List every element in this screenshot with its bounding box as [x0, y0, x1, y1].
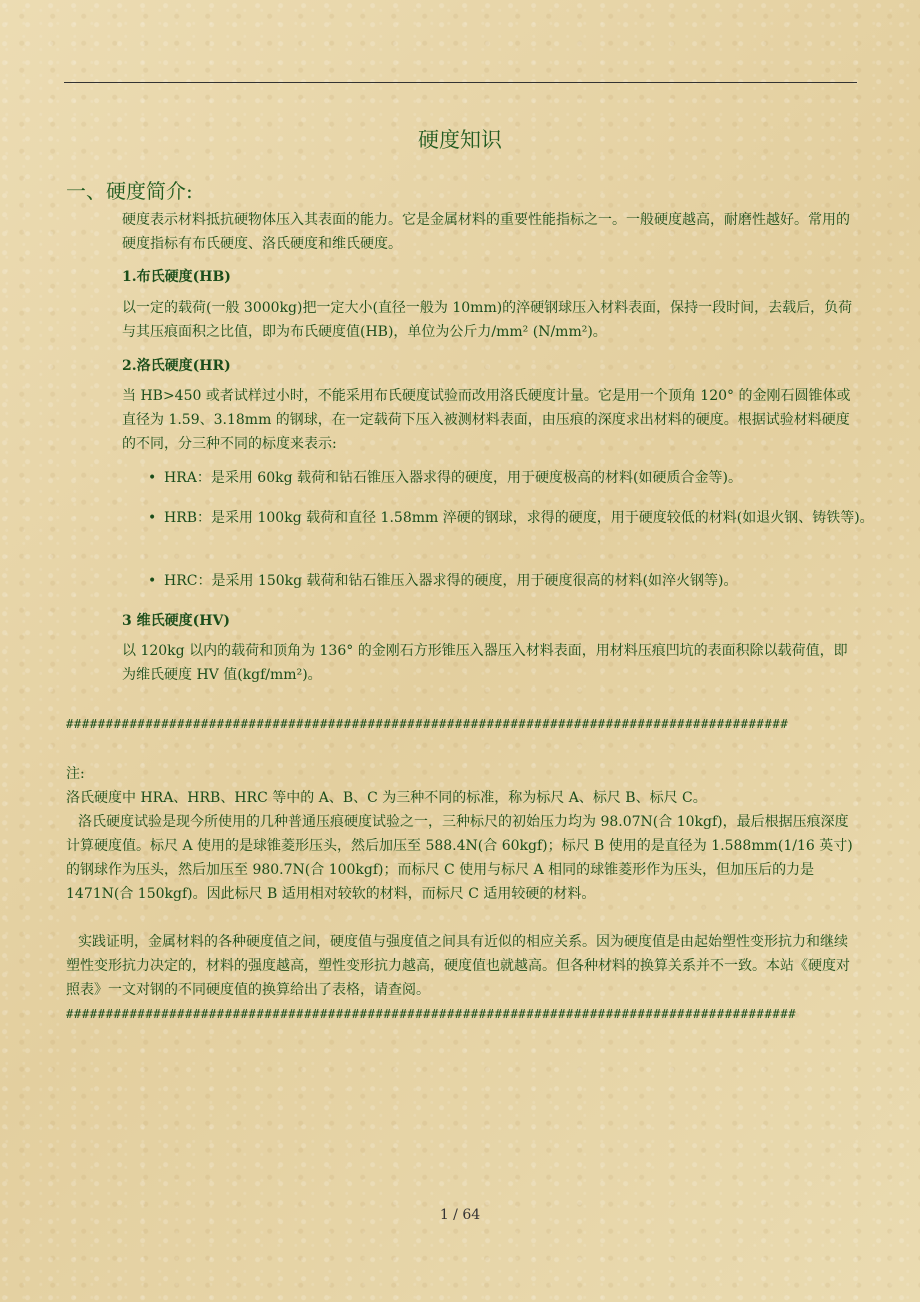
hb-heading: 1.布氏硬度(HB) — [122, 269, 231, 285]
hash-separator: ############################################################################################ — [66, 1007, 797, 1021]
hv-paragraph: 以 120kg 以内的载荷和顶角为 136° 的金刚石方形锥压入器压入材料表面，用材料压痕凹坑的表面积除以载荷值，即为维氏硬度 HV 值(kgf/mm²)。 — [122, 643, 848, 683]
list-item: • HRC：是采用 150kg 载荷和钻石锥压入器求得的硬度，用于硬度很高的材料(如淬火钢等)。 — [148, 569, 874, 593]
hash-separator: ########################################################################################### — [66, 717, 789, 731]
page-number: 1 / 64 — [439, 1207, 481, 1223]
section-heading: 一、硬度简介: — [66, 179, 193, 203]
hr-paragraph: 当 HB>450 或者试样过小时，不能采用布氏硬度试验而改用洛氏硬度计量。它是用一个顶角 120° 的金刚石圆锥体或直径为 1.59、3.18mm 的钢球，在一定载荷下压入被测材料表面，由压痕的深度求出材料的硬度。根据试验材料硬度的不同，分三种不同的标度来表示: — [122, 388, 851, 452]
note-label: 注: — [66, 766, 85, 782]
note-paragraph-2: 洛氏硬度试验是现今所使用的几种普通压痕硬度试验之一，三种标尺的初始压力均为 98.07N(合 10kgf)，最后根据压痕深度计算硬度值。标尺 A 使用的是球锥菱形压头，然后加压至 588.4N(合 60kgf)；标尺 B 使用的是直径为 1.588mm(1/16 英寸)的钢球作为压头，然后加压至 980.7N(合 100kgf)；而标尺 C 使用与标尺 A 相同的球锥菱形作为压头，但加压后的力是 1471N(合 150kgf)。因此标尺 B 适用相对较软的材料，而标尺 C 适用较硬的材料。 — [66, 814, 853, 902]
list-item: • HRA：是采用 60kg 载荷和钻石锥压入器求得的硬度，用于硬度极高的材料(如硬质合金等)。 — [148, 466, 874, 490]
header-rule — [64, 82, 857, 83]
hb-paragraph: 以一定的载荷(一般 3000kg)把一定大小(直径一般为 10mm)的淬硬钢球压入材料表面，保持一段时间，去载后，负荷与其压痕面积之比值，即为布氏硬度值(HB)，单位为公斤力/mm² (N/mm²)。 — [122, 300, 853, 340]
list-item: • HRB：是采用 100kg 载荷和直径 1.58mm 淬硬的钢球，求得的硬度，用于硬度较低的材料(如退火钢、铸铁等)。 — [148, 506, 874, 530]
note-paragraph-3: 实践证明，金属材料的各种硬度值之间，硬度值与强度值之间具有近似的相应关系。因为硬度值是由起始塑性变形抗力和继续塑性变形抗力决定的，材料的强度越高，塑性变形抗力越高，硬度值也就越高。但各种材料的换算关系并不一致。本站《硬度对照表》一文对钢的不同硬度值的换算给出了表格，请查阅。 — [66, 934, 850, 998]
intro-paragraph: 硬度表示材料抵抗硬物体压入其表面的能力。它是金属材料的重要性能指标之一。一般硬度越高，耐磨性越好。常用的硬度指标有布氏硬度、洛氏硬度和维氏硬度。 — [122, 212, 850, 252]
hr-heading: 2.洛氏硬度(HR) — [122, 358, 231, 374]
page-title: 硬度知识 — [418, 128, 502, 152]
note-paragraph-1: 洛氏硬度中 HRA、HRB、HRC 等中的 A、B、C 为三种不同的标准，称为标尺 A、标尺 B、标尺 C。 — [66, 790, 707, 806]
hv-heading: 3 维氏硬度(HV) — [122, 613, 230, 629]
